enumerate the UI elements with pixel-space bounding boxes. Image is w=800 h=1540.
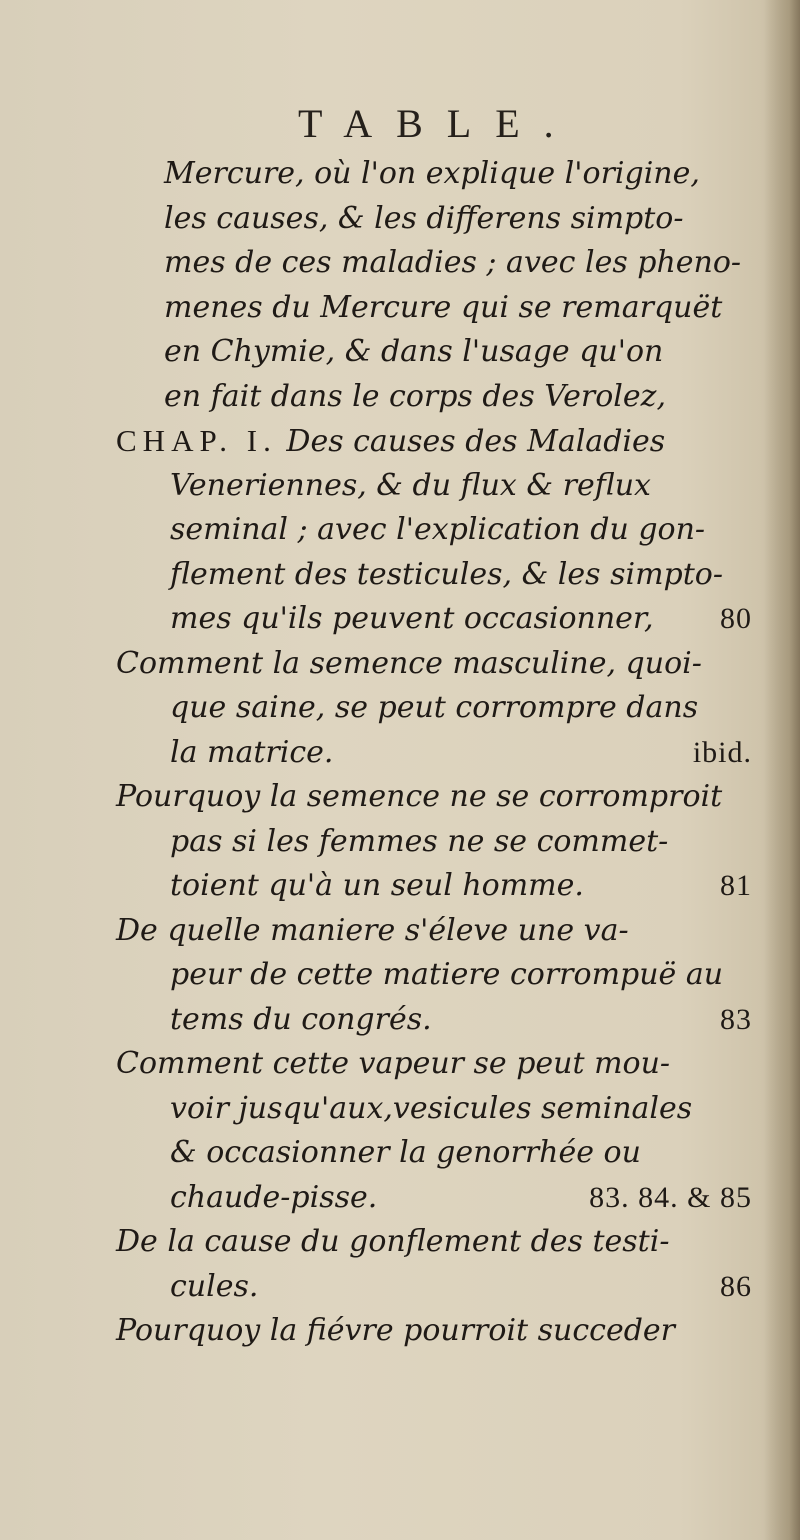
toc-entry xyxy=(112,909,752,1043)
toc-line: mes qu'ils peuvent occasionner, 80 xyxy=(112,597,752,642)
toc-line: que saine, se peut corrompre dans xyxy=(170,690,699,725)
toc-line: CHAP. I. Des causes des Maladies xyxy=(116,423,666,459)
toc-line: voir jusqu'aux,vesicules seminales xyxy=(170,1090,693,1126)
page-number: 86 xyxy=(720,1269,752,1303)
toc-entry xyxy=(112,1309,752,1354)
toc-entry xyxy=(112,152,752,419)
toc-line: Comment la semence masculine, quoi- xyxy=(116,645,702,681)
toc-line: De quelle maniere s'éleve une va- xyxy=(116,912,629,948)
toc-line: & occasionner la genorrhée ou xyxy=(170,1135,641,1170)
page-header: TABLE. xyxy=(298,101,578,146)
chapter-label: CHAP. I. xyxy=(116,423,277,458)
page-number: 83. 84. & 85 xyxy=(589,1180,752,1214)
page-number: 80 xyxy=(720,602,752,635)
toc-entry xyxy=(112,775,752,909)
toc-line: Veneriennes, & du flux & reflux xyxy=(170,467,651,503)
toc-line: Pourquoy la fiévre pourroit succeder xyxy=(116,1313,676,1348)
toc-entry xyxy=(112,1220,752,1309)
toc-entry xyxy=(112,642,752,776)
toc-line: les causes, & les differens simpto- xyxy=(164,200,684,236)
toc-line: chaude-pisse. 83. 84. & 85 xyxy=(112,1176,752,1221)
page-number: 83 xyxy=(720,1002,752,1036)
toc-line: en Chymie, & dans l'usage qu'on xyxy=(164,334,664,369)
toc-line: en fait dans le corps des Verolez, xyxy=(164,378,667,414)
toc-line: mes de ces maladies ; avec les pheno- xyxy=(164,245,742,280)
toc-line: flement des testicules, & les simpto- xyxy=(170,556,723,592)
toc-line: Comment cette vapeur se peut mou- xyxy=(116,1046,671,1081)
toc-line: tems du congrés. 83 xyxy=(112,998,752,1043)
toc-line: Mercure, où l'on explique l'origine, xyxy=(164,156,700,191)
toc-line: pas si les femmes ne se commet- xyxy=(170,823,669,859)
toc-entry-chapter xyxy=(112,419,752,642)
toc-line: la matrice. ibid. xyxy=(112,731,752,776)
toc-line: peur de cette matiere corrompuë au xyxy=(170,957,724,992)
toc-entry xyxy=(112,1042,752,1220)
toc-line: Pourquoy la semence ne se corromproit xyxy=(116,779,723,814)
toc-line: De la cause du gonflement des testi- xyxy=(116,1224,670,1259)
page-edge-shadow xyxy=(764,0,800,1540)
toc-line: cules. 86 xyxy=(112,1265,752,1310)
toc-line: menes du Mercure qui se remarquët xyxy=(164,289,723,325)
page-number: ibid. xyxy=(692,735,752,769)
table-of-contents xyxy=(112,152,752,1354)
toc-line: toient qu'à un seul homme. 81 xyxy=(112,864,752,909)
toc-line: seminal ; avec l'explication du gon- xyxy=(170,512,706,547)
page-number: 81 xyxy=(720,869,752,902)
